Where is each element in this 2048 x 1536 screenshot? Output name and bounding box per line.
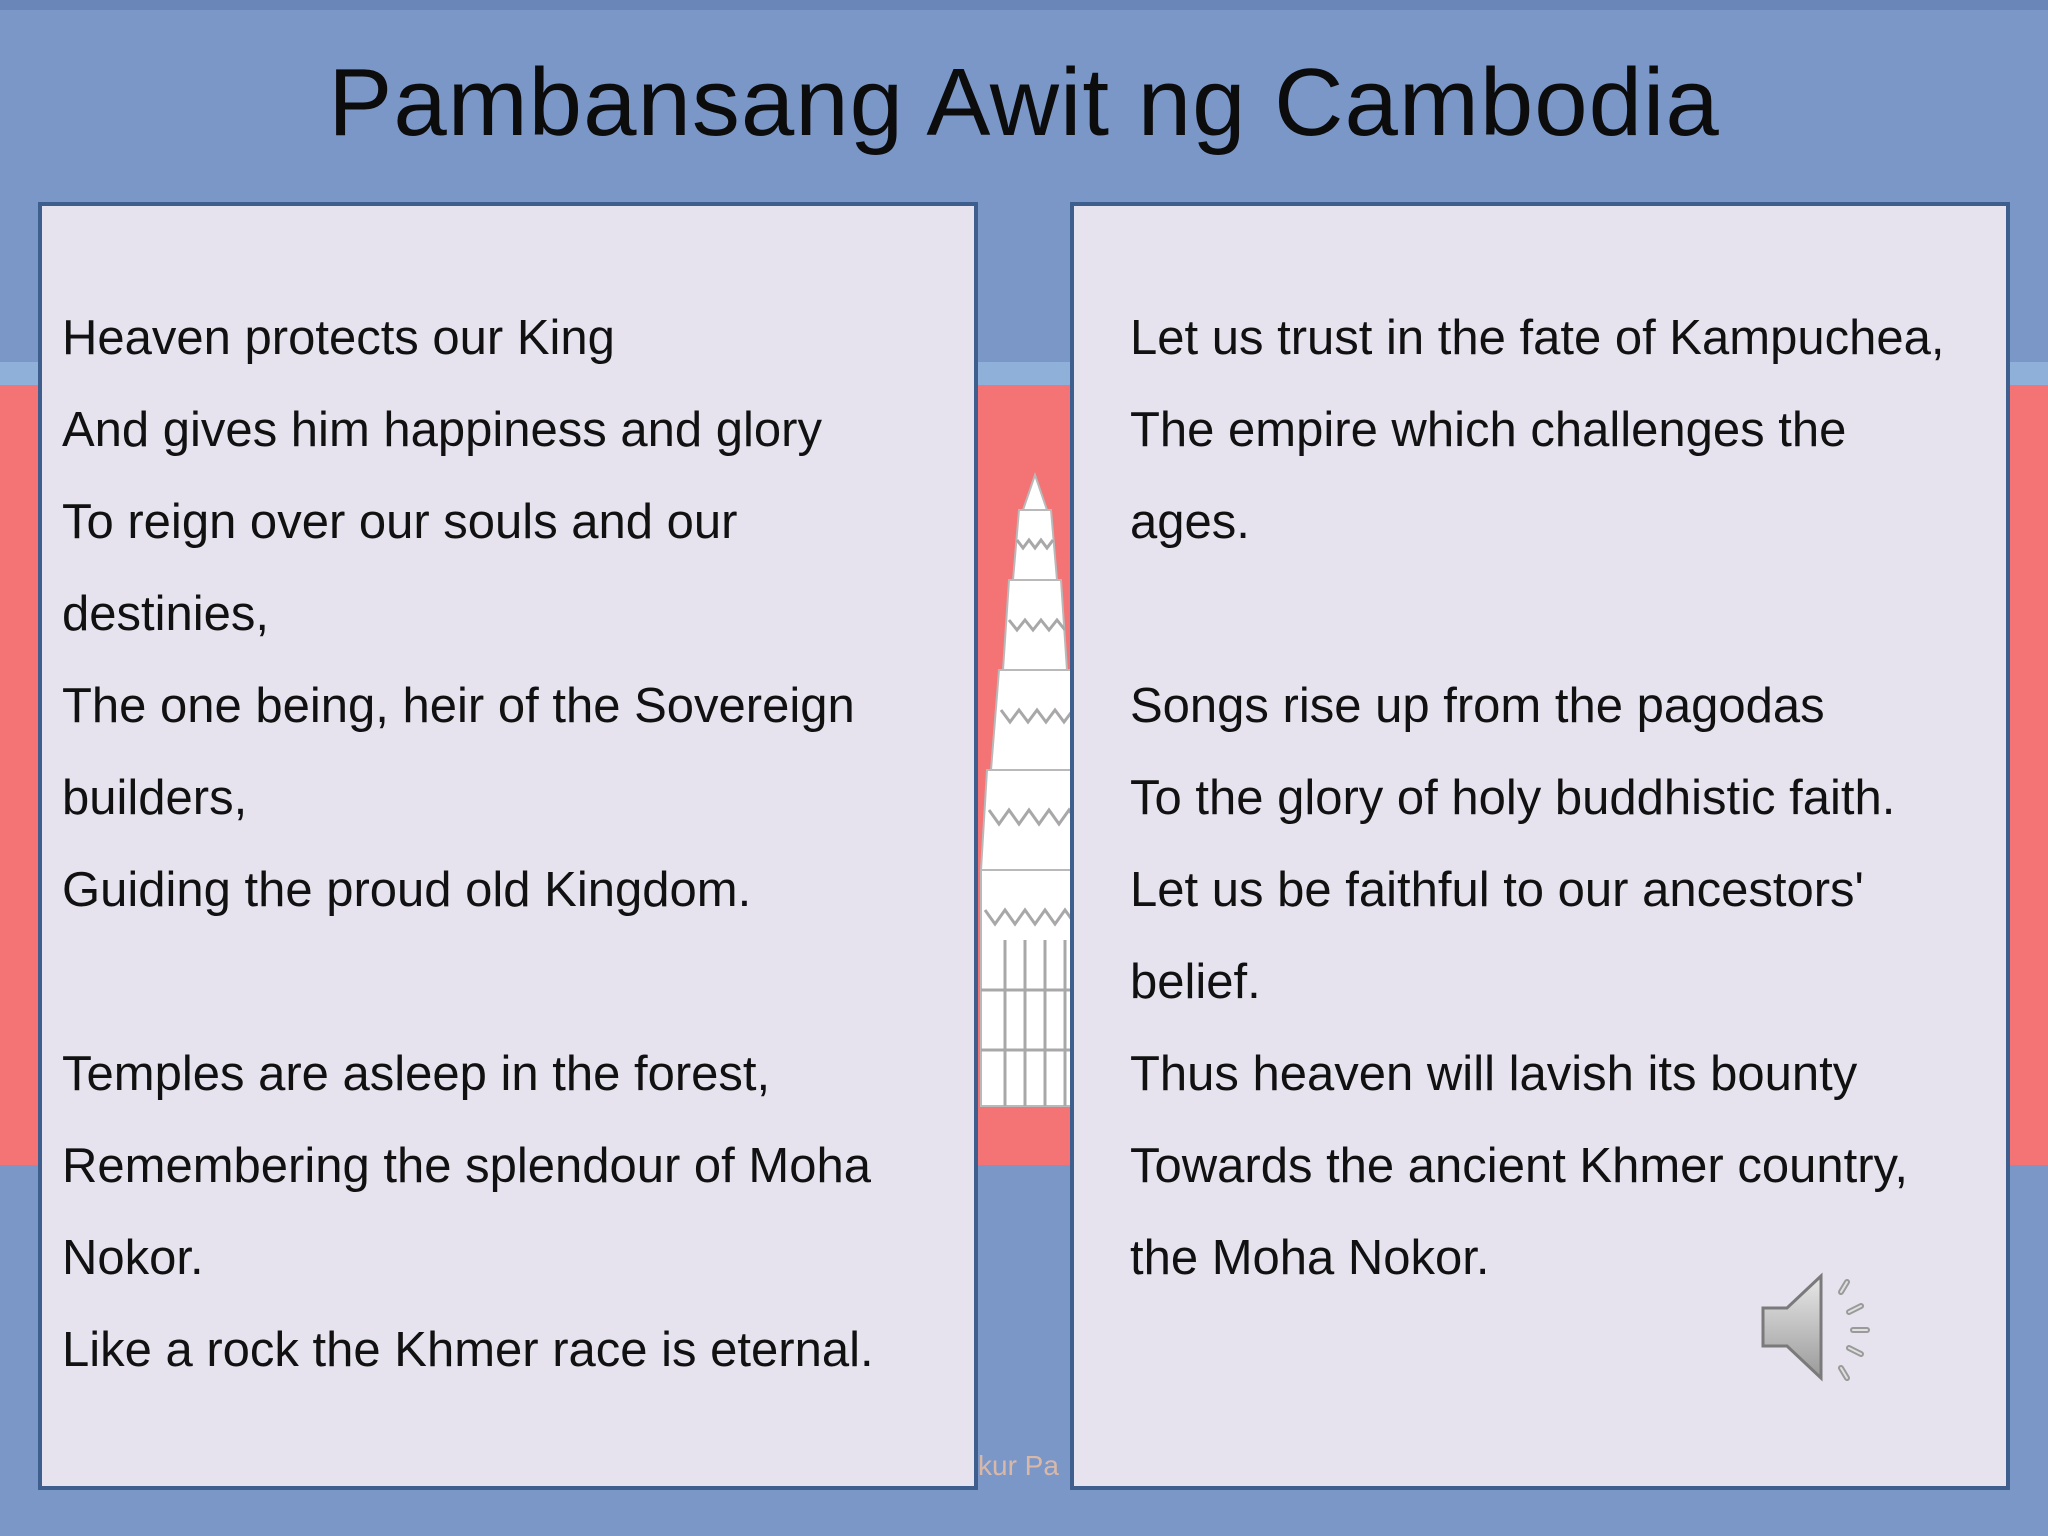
lyric-line: the Moha Nokor. (1130, 1231, 1490, 1285)
lyric-line: The one being, heir of the Sovereign (62, 679, 855, 733)
stanza-break (1130, 568, 2010, 660)
lyric-line: Guiding the proud old Kingdom. (62, 863, 752, 917)
lyric-line: Heaven protects our King (62, 311, 615, 365)
lyric-line: Temples are asleep in the forest, (62, 1047, 771, 1101)
lyric-line: To reign over our souls and our (62, 495, 738, 549)
lyric-line: Nokor. (62, 1231, 204, 1285)
lyric-line: Thus heaven will lavish its bounty (1130, 1047, 1858, 1101)
lyrics-text-left (62, 292, 962, 1396)
lyric-line: Songs rise up from the pagodas (1130, 679, 1825, 733)
lyric-line: ages. (1130, 495, 1250, 549)
stanza-break (62, 936, 962, 1028)
lyric-line: Let us be faithful to our ancestors' (1130, 863, 1864, 917)
footer-text: kur Pa (978, 1450, 1059, 1481)
lyric-line: And gives him happiness and glory (62, 403, 822, 457)
lyric-line: Like a rock the Khmer race is eternal. (62, 1323, 874, 1377)
speaker-icon[interactable] (1755, 1262, 1895, 1392)
lyric-line: To the glory of holy buddhistic faith. (1130, 771, 1896, 825)
lyrics-panel-left (38, 202, 978, 1490)
lyric-line: belief. (1130, 955, 1261, 1009)
flag-top-edge (0, 0, 2048, 10)
lyric-line: Towards the ancient Khmer country, (1130, 1139, 1909, 1193)
slide-title: Pambansang Awit ng Cambodia (328, 49, 1720, 156)
lyric-line: Let us trust in the fate of Kampuchea, (1130, 311, 1945, 365)
lyric-line: builders, (62, 771, 248, 825)
lyric-line: The empire which challenges the (1130, 403, 1847, 457)
lyric-line: Remembering the splendour of Moha (62, 1139, 871, 1193)
lyric-line: destinies, (62, 587, 270, 641)
lyrics-text-right (1130, 292, 2010, 1304)
